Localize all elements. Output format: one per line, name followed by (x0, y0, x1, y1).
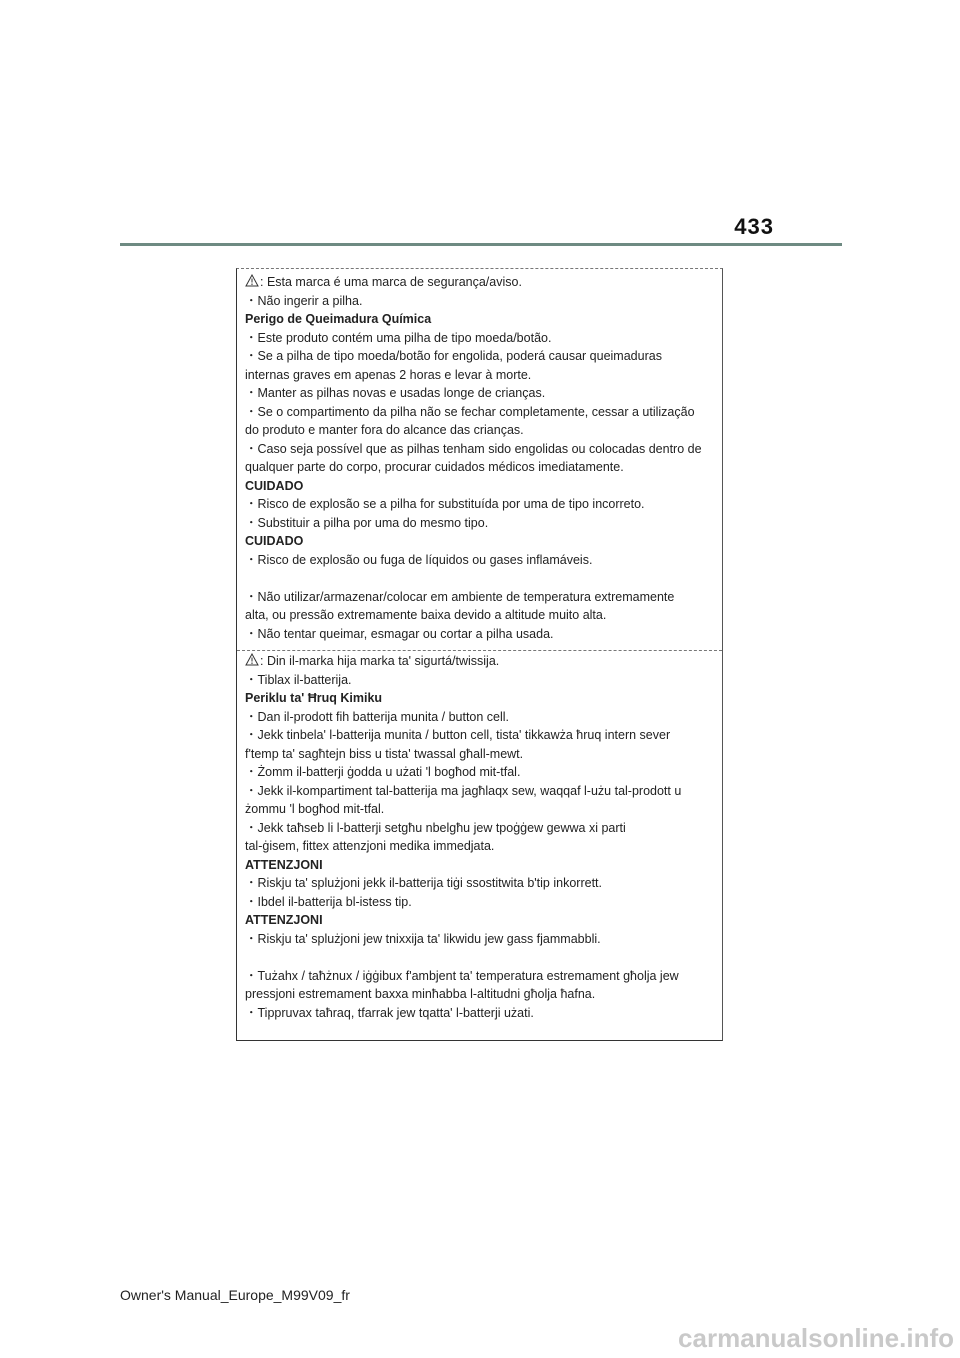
text-line: ・Não tentar queimar, esmagar ou cortar a pilha usada. (245, 626, 554, 641)
header-rule (120, 243, 842, 246)
text-line: ・Se a pilha de tipo moeda/botão for engolida, poderá causar queimaduras (245, 349, 662, 363)
text-line: ・Riskju ta' splużjoni jekk il-batterija tiġi ssostitwita b'tip inkorrett. (245, 876, 602, 890)
watermark-logo: carmanualsonline.info (678, 1323, 954, 1353)
section-heading: CUIDADO (245, 478, 304, 493)
text-line: ・Este produto contém uma pilha de tipo moeda/botão. (245, 330, 552, 345)
text-line: ・Caso seja possível que as pilhas tenham sido engolidas ou colocadas dentro de (245, 441, 702, 456)
text-line: ・Jekk il-kompartiment tal-batterija ma jagħlaqx sew, waqqaf l-użu tal-prodott u (245, 783, 682, 798)
text-line: f'temp ta' sagħtejn biss u tista' twassal għall-mewt. (245, 746, 524, 761)
page-number: 433 (734, 214, 774, 239)
text-line: ・Jekk tinbela' l-batterija munita / button cell, tista' tikkawża ħruq intern sever (245, 728, 671, 742)
text-line (245, 569, 715, 588)
text-line (245, 948, 715, 967)
text-line: ・Não utilizar/armazenar/colocar em ambiente de temperatura extremamente (245, 589, 675, 604)
section-heading: Perigo de Queimadura Química (245, 312, 432, 326)
section-heading: CUIDADO (245, 534, 304, 548)
text-line: tal-ġisem, fittex attenzjoni medika immedjata. (245, 839, 495, 853)
warning-line-mt (245, 652, 715, 671)
text-line: żommu 'l bogħod mit-tfal. (245, 802, 385, 816)
warning-triangle-icon (245, 274, 259, 287)
text-line: ・Tiblax il-batterija. (245, 672, 352, 687)
text-line: ・Não ingerir a pilha. (245, 293, 363, 308)
text-line: ・Żomm il-batterji ġodda u użati 'l bogħod mit-tfal. (245, 765, 521, 779)
maltese-section (245, 652, 715, 1022)
battery-warning-box (236, 268, 723, 1041)
text-line: ・Risco de explosão se a pilha for substituída por uma de tipo incorreto. (245, 497, 645, 511)
text-line: ・Manter as pilhas novas e usadas longe de crianças. (245, 386, 546, 400)
section-heading: Periklu ta' Ħruq Kimiku (245, 691, 383, 705)
text-line: ・Tippruvax taħraq, tfarrak jew tqatta' l-batterji użati. (245, 1005, 534, 1020)
text-line: qualquer parte do corpo, procurar cuidados médicos imediatamente. (245, 460, 624, 474)
portuguese-section (245, 273, 715, 643)
warning-text-pt: : Esta marca é uma marca de segurança/aviso. (260, 275, 522, 289)
text-line: ・Riskju ta' splużjoni jew tnixxija ta' likwidu jew gass fjammabbli. (245, 931, 601, 946)
text-line: ・Ibdel il-batterija bl-istess tip. (245, 894, 412, 909)
warning-text-mt: : Din il-marka hija marka ta' sigurtá/twissija. (260, 654, 500, 668)
text-line: ・Substituir a pilha por uma do mesmo tipo. (245, 515, 489, 530)
text-line: ・Tużahx / taħżnux / iġġibux f'ambjent ta' temperatura estremament għolja jew (245, 968, 679, 983)
section-divider (237, 650, 722, 651)
section-heading: ATTENZJONI (245, 913, 323, 927)
warning-triangle-icon (245, 653, 259, 666)
text-line: do produto e manter fora do alcance das crianças. (245, 423, 524, 437)
text-line: pressjoni estremament baxxa minħabba l-altitudni għolja ħafna. (245, 987, 596, 1001)
text-line: ・Risco de explosão ou fuga de líquidos ou gases inflamáveis. (245, 552, 593, 567)
text-line: ・Dan il-prodott fih batterija munita / button cell. (245, 709, 510, 724)
text-line: internas graves em apenas 2 horas e levar à morte. (245, 367, 532, 382)
text-line: ・Jekk taħseb li l-batterji setgħu nbelgħu jew tpoġġew gewwa xi parti (245, 820, 626, 835)
text-line: alta, ou pressão extremamente baixa devido a altitude muito alta. (245, 608, 607, 622)
text-line: ・Se o compartimento da pilha não se fechar completamente, cessar a utilização (245, 404, 695, 419)
section-heading: ATTENZJONI (245, 857, 323, 872)
warning-line-pt (245, 273, 715, 292)
footer-document-id: Owner's Manual_Europe_M99V09_fr (120, 1287, 350, 1303)
